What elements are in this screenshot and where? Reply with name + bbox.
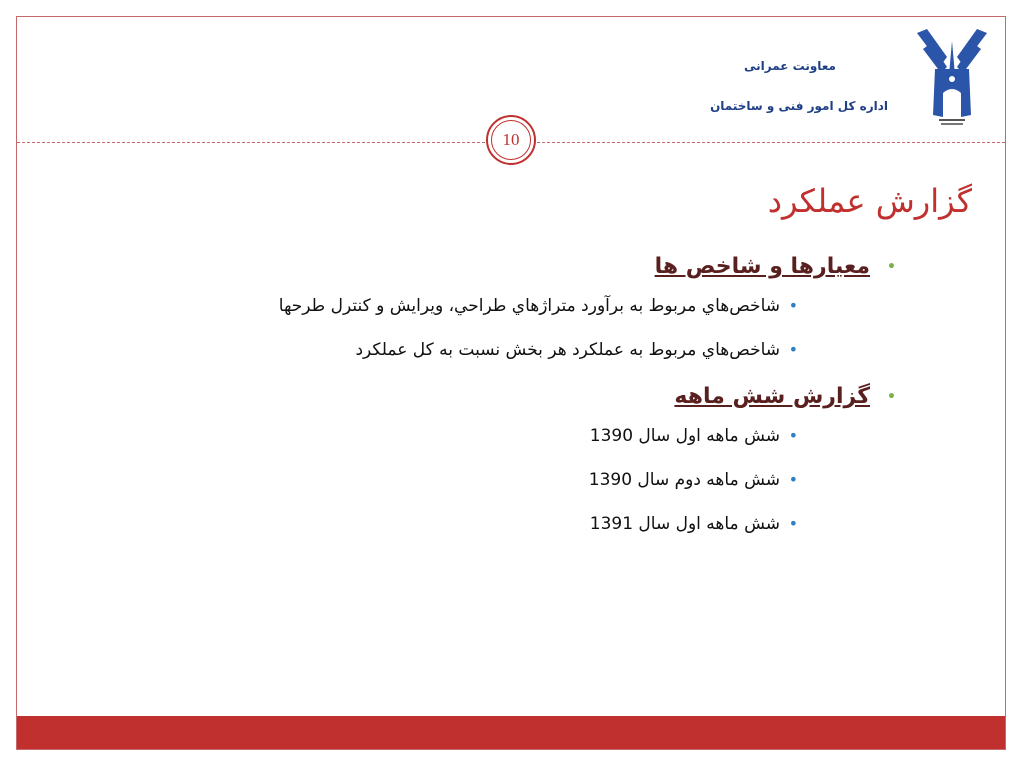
university-logo-icon	[913, 27, 991, 131]
section-heading	[154, 250, 896, 284]
list-item	[154, 292, 798, 320]
bullet-icon: •	[887, 389, 896, 405]
list-item	[154, 336, 798, 364]
section-heading	[154, 380, 896, 414]
org-office-label: اداره کل امور فنی و ساختمان	[710, 99, 888, 113]
slide-content	[154, 250, 896, 554]
section-heading-text: گزارش شش ماهه	[674, 384, 870, 409]
bullet-icon: •	[788, 426, 798, 445]
list-item-text: شاخص‌هاي مربوط به عملكرد هر بخش نسبت به كل عملكرد	[355, 340, 780, 360]
bullet-icon: •	[887, 259, 896, 275]
bullet-icon: •	[788, 296, 798, 315]
bullet-icon: •	[788, 514, 798, 533]
list-item-text: شش ماهه اول سال 1390	[589, 426, 780, 446]
list-item-text: شش ماهه دوم سال 1390	[588, 470, 780, 490]
list-item	[154, 510, 798, 538]
list-item-text: شش ماهه اول سال 1391	[589, 514, 780, 534]
footer-band	[17, 716, 1005, 749]
page-number: 10	[491, 120, 531, 160]
slide-title: گزارش عملکرد	[767, 182, 972, 220]
org-department-label: معاونت عمرانی	[743, 59, 836, 73]
bullet-icon: •	[788, 340, 798, 359]
list-item	[154, 466, 798, 494]
bullet-icon: •	[788, 470, 798, 489]
list-item-text: شاخص‌هاي مربوط به برآورد متراژهاي طراحي، ويرايش و كنترل طرحها	[278, 296, 780, 316]
section-heading-text: معیارها و شاخص ها	[654, 254, 870, 279]
list-item	[154, 422, 798, 450]
page-number-badge	[486, 115, 536, 165]
